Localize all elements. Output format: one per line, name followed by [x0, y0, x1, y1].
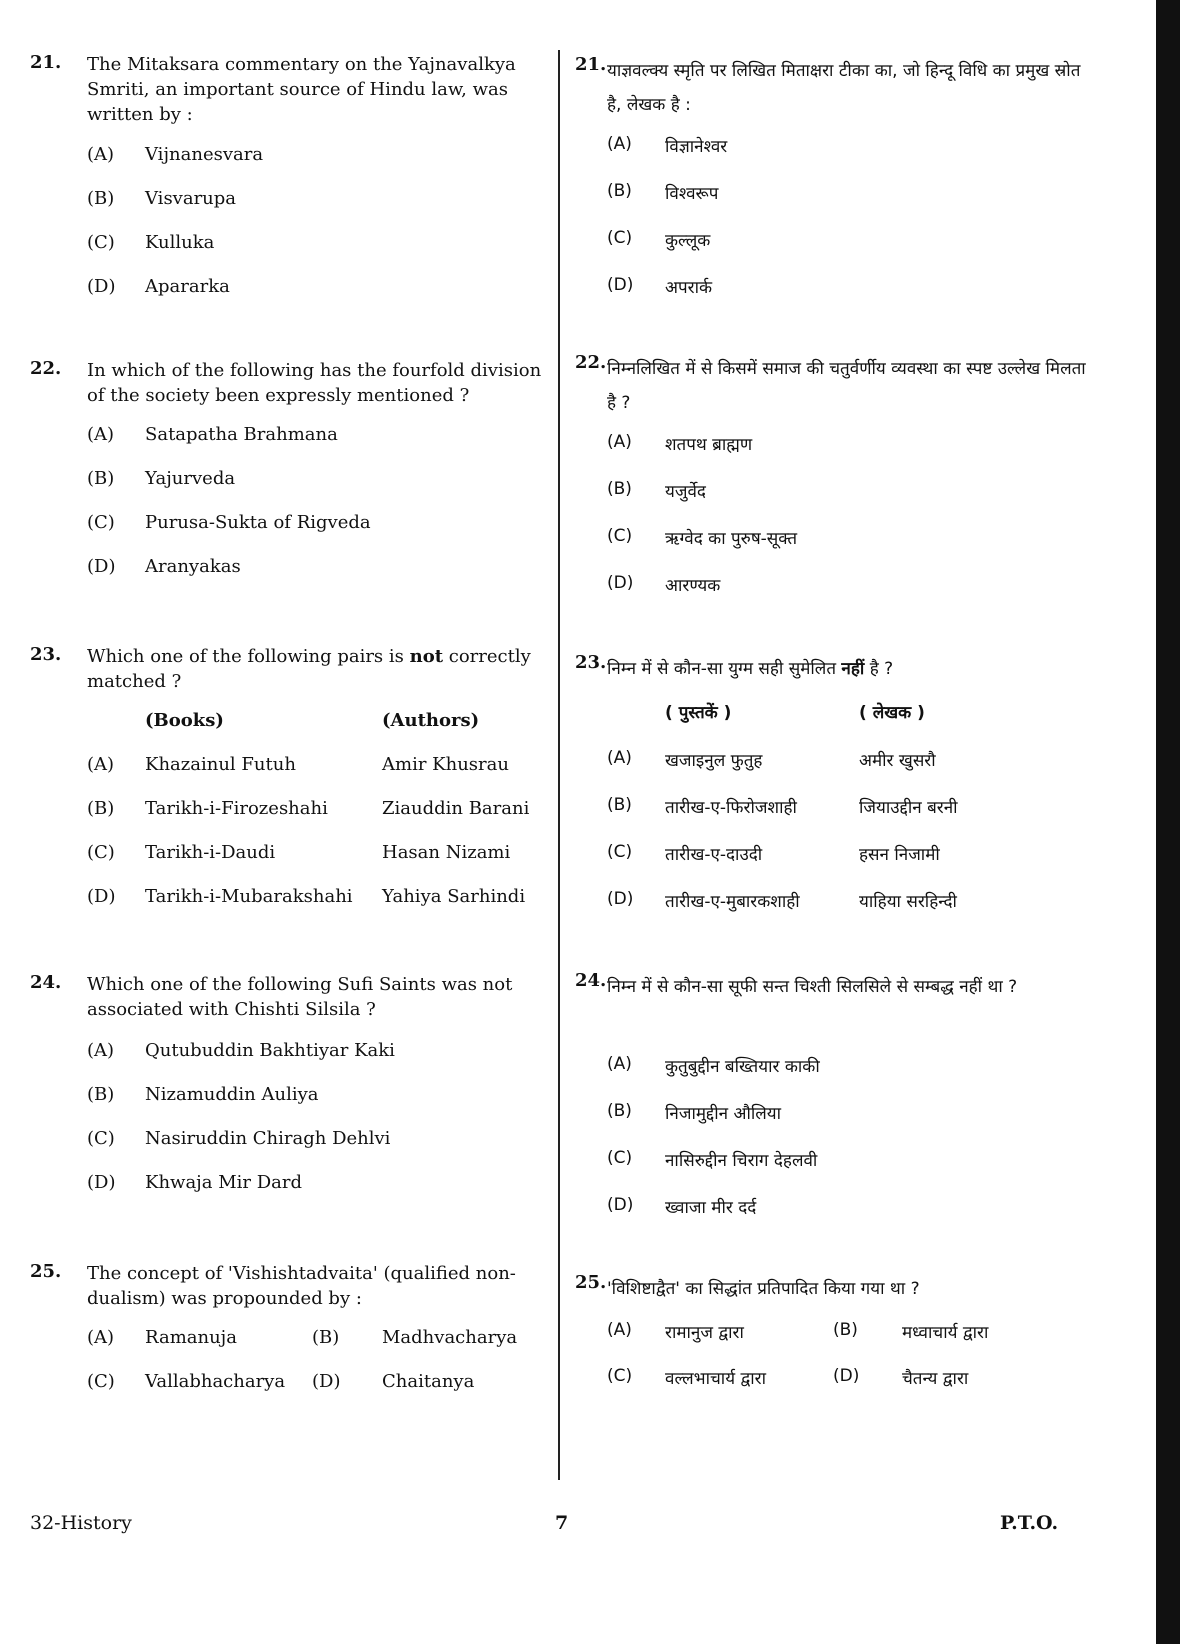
question-number: 23. — [30, 644, 62, 665]
question-number: 24. — [575, 970, 607, 991]
footer-paper-code: 32-History — [30, 1512, 132, 1534]
question-text: निम्नलिखित में से किसमें समाज की चतुर्वर्णीय व्यवस्था का स्पष्ट उल्लेख मिलता है ? — [607, 359, 1086, 413]
question-text: 'विशिष्टाद्वैत' का सिद्धांत प्रतिपादित किया गया था ? — [607, 1279, 920, 1299]
question-text: याज्ञवल्क्य स्मृति पर लिखित मिताक्षरा टीका का, जो हिन्दू विधि का प्रमुख स्रोत है, लेखक है : — [607, 61, 1081, 115]
question-number: 25. — [30, 1261, 62, 1282]
question-number: 22. — [30, 358, 62, 379]
question-number: 21. — [575, 54, 607, 75]
question-text: Which one of the following pairs is not correctly matched ? — [87, 646, 531, 692]
question-text: In which of the following has the fourfold division of the society been expressly mentioned ? — [87, 360, 542, 406]
scan-edge — [1156, 0, 1180, 1644]
question-text: The concept of 'Vishishtadvaita' (qualified non-dualism) was propounded by : — [87, 1263, 516, 1309]
question-text: निम्न में से कौन-सा युग्म सही सुमेलित नहीं है ? — [607, 659, 894, 679]
question-text: निम्न में से कौन-सा सूफी सन्त चिश्ती सिलसिले से सम्बद्ध नहीं था ? — [607, 977, 1018, 997]
footer-page-number: 7 — [555, 1512, 569, 1534]
question-number: 22. — [575, 352, 607, 373]
question-text: The Mitaksara commentary on the Yajnavalkya Smriti, an important source of Hindu law, was written by : — [87, 54, 516, 125]
question-number: 21. — [30, 52, 62, 73]
question-number: 23. — [575, 652, 607, 673]
question-number: 24. — [30, 972, 62, 993]
question-text: Which one of the following Sufi Saints was not associated with Chishti Silsila ? — [87, 974, 513, 1020]
question-number: 25. — [575, 1272, 607, 1293]
column-divider — [558, 50, 560, 1480]
footer-pto: P.T.O. — [1000, 1512, 1059, 1534]
